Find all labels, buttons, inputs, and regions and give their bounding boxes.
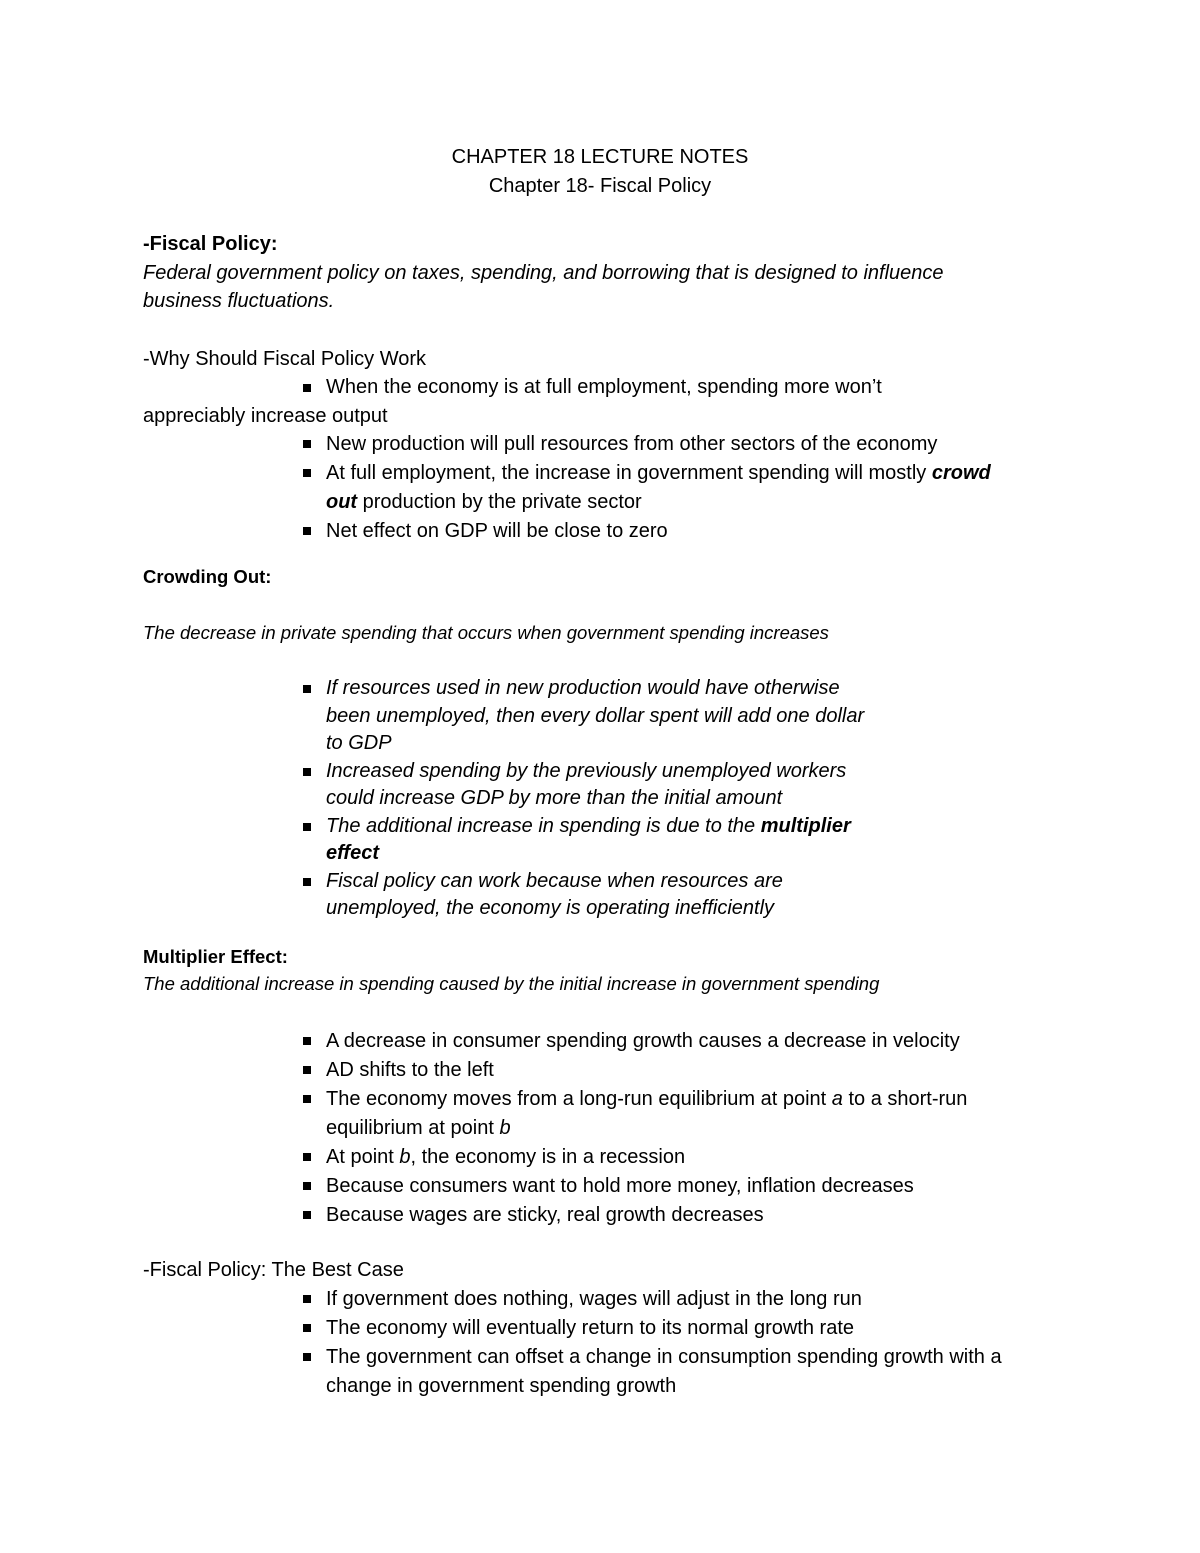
bullet-icon [303, 1066, 311, 1074]
bullet-icon [303, 1211, 311, 1219]
crowding-out-heading: Crowding Out: [143, 566, 272, 587]
list-item-text: to GDP [326, 732, 392, 754]
bullet-icon [303, 1095, 311, 1103]
list-item-text: New production will pull resources from other sectors of the economy [326, 433, 938, 455]
list-item-text: production by the private sector [357, 491, 642, 513]
list-item-text: change in government spending growth [326, 1375, 677, 1397]
list-item-text: Because wages are sticky, real growth decreases [326, 1204, 764, 1226]
list-item-text: The economy moves from a long-run equilibrium at point [326, 1088, 832, 1110]
point-label: b [499, 1117, 511, 1139]
list-item-text: , the economy is in a recession [410, 1146, 686, 1168]
list-item-text: unemployed, the economy is operating inefficiently [326, 897, 775, 919]
bullet-icon [303, 823, 311, 831]
list-item-text: Because consumers want to hold more money, inflation decreases [326, 1175, 914, 1197]
bullet-icon [303, 768, 311, 776]
multiplier-list [301, 1027, 967, 1230]
list-item [301, 868, 864, 923]
emphasized-term: out [326, 491, 358, 513]
list-item-text: Increased spending by the previously unemployed workers [326, 759, 847, 782]
list-item-text: At point [326, 1146, 400, 1168]
emphasized-term: effect [326, 842, 379, 864]
bullet-icon [303, 1182, 311, 1190]
emphasized-term: multiplier [760, 814, 851, 837]
why-work-heading: -Why Should Fiscal Policy Work [143, 348, 427, 370]
list-item-text: A decrease in consumer spending growth causes a decrease in velocity [326, 1030, 960, 1052]
bullet-icon [303, 527, 311, 535]
bullet-icon [303, 469, 311, 477]
list-item-text: At full employment, the increase in government spending will mostly [326, 462, 932, 484]
list-item [301, 758, 864, 813]
list-item-text: If government does nothing, wages will adjust in the long run [326, 1288, 862, 1310]
emphasized-term: crowd [931, 462, 991, 484]
why-work-bullet-1-continuation: appreciably increase output [143, 405, 388, 427]
crowding-out-definition: The decrease in private spending that occurs when government spending increases [143, 622, 829, 643]
list-item [301, 1027, 967, 1056]
multiplier-heading: Multiplier Effect: [143, 946, 288, 967]
list-item [301, 459, 991, 517]
list-item-text: equilibrium at point [326, 1117, 500, 1139]
point-label: a [831, 1088, 843, 1110]
fiscal-policy-definition-line1: Federal government policy on taxes, spending, and borrowing that is designed to influence [143, 262, 944, 284]
bullet-icon [303, 384, 311, 392]
list-item-text: AD shifts to the left [326, 1059, 494, 1081]
why-work-bullet-1 [301, 374, 882, 400]
list-item [301, 517, 991, 546]
list-item-text: been unemployed, then every dollar spent will add one dollar [326, 704, 865, 727]
bullet-icon [303, 1295, 311, 1303]
bullet-icon [303, 685, 311, 693]
bullet-icon [303, 440, 311, 448]
bullet-icon [303, 1324, 311, 1332]
bullet-icon [303, 1353, 311, 1361]
list-item [301, 1285, 1002, 1314]
bullet-icon [303, 1037, 311, 1045]
why-work-bullet-1-text: When the economy is at full employment, spending more won’t [326, 376, 882, 398]
fiscal-policy-heading: -Fiscal Policy: [143, 233, 278, 255]
list-item [301, 1085, 967, 1143]
best-case-list [301, 1285, 1002, 1401]
bullet-icon [303, 1153, 311, 1161]
list-item [301, 1314, 1002, 1343]
list-item [301, 1172, 967, 1201]
multiplier-definition: The additional increase in spending caused by the initial increase in government spending [143, 973, 880, 994]
bullet-icon [303, 878, 311, 886]
list-item [301, 1201, 967, 1230]
list-item [301, 1056, 967, 1085]
best-case-heading: -Fiscal Policy: The Best Case [143, 1259, 404, 1281]
list-item-text: to a short-run [842, 1088, 968, 1110]
fiscal-policy-definition-line2: business fluctuations. [143, 290, 335, 312]
list-item-text: Net effect on GDP will be close to zero [326, 520, 668, 542]
crowding-out-list [301, 675, 864, 923]
list-item-text: The economy will eventually return to its normal growth rate [326, 1317, 855, 1339]
list-item [301, 430, 991, 459]
point-label: b [399, 1146, 411, 1168]
list-item [301, 1143, 967, 1172]
document-title: CHAPTER 18 LECTURE NOTES [451, 146, 749, 168]
list-item-text: Fiscal policy can work because when resources are [326, 869, 783, 892]
list-item-text: The additional increase in spending is due to the [326, 814, 761, 837]
list-item [301, 1343, 1002, 1401]
list-item [301, 813, 864, 868]
list-item-text: could increase GDP by more than the initial amount [326, 787, 783, 809]
list-item-text: If resources used in new production would have otherwise [326, 677, 840, 699]
why-work-list [301, 430, 991, 546]
document-subtitle: Chapter 18- Fiscal Policy [488, 175, 712, 197]
list-item-text: The government can offset a change in consumption spending growth with a [326, 1346, 1002, 1368]
list-item [301, 675, 864, 758]
